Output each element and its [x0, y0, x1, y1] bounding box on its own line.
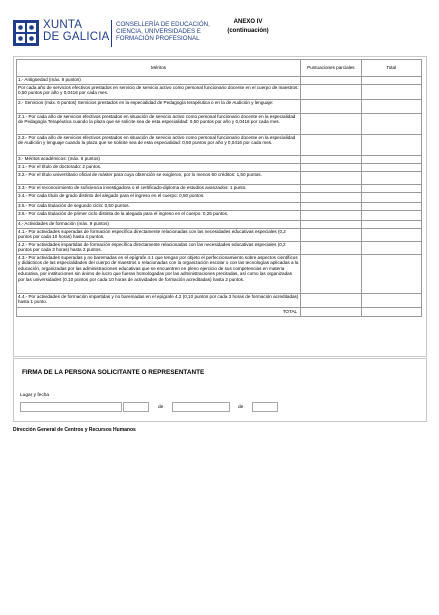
annex-title: ANEXO IV: [233, 19, 263, 25]
merit-text: 4.3.- Por actividades superadas y no baremadas en el epígrafe 4.1 que tengan por objeto el perfeccionamiento sobre aspectos científicos y didácticos de las especialidades del cuerpo de maestros o relacionadas con la organización escolar o con las tecnologías aplicadas a la educación, organizadas por las administraciones educativas que se encuentren en pleno ejercicio de sus competencias en materia educativa, por instituciones sin ánimo de lucro que fueran homologadas por las administraciones precitadas, así como las organizadas por las universidades (0,10 puntos por cada 10 horas de actividades de formación acreditadas) hasta 2 puntos.: [17, 255, 301, 294]
table-header-row: [17, 60, 422, 77]
merits-box: [13, 56, 427, 357]
merit-text: 3.6.- Por cada titulación de primer ciclo distinta de la alegada para el ingreso en el cuerpo: 0,25 puntos.: [17, 211, 301, 221]
grand-total-cell[interactable]: [361, 308, 421, 317]
document-header: [13, 18, 428, 52]
total-score-cell[interactable]: [361, 100, 421, 114]
signature-title: FIRMA DE LA PERSONA SOLICITANTE O REPRESENTANTE: [22, 369, 205, 376]
partial-score-cell[interactable]: [301, 185, 361, 193]
total-score-cell[interactable]: [361, 172, 421, 185]
partial-score-cell[interactable]: [301, 85, 361, 100]
section-heading: 2.- Servicios (máx. 6 puntos) Servicios prestados en la especialidad de Pedagogía terapéutica o en la de Audición y lenguaje:: [17, 100, 301, 114]
table-row: [17, 242, 422, 255]
place-field[interactable]: [20, 402, 122, 412]
partial-score-cell[interactable]: [301, 294, 361, 308]
merit-text: 3.5.- Por cada titulación de segundo ciclo: 0,50 puntos.: [17, 203, 301, 211]
total-score-cell[interactable]: [361, 242, 421, 255]
partial-score-cell[interactable]: [301, 164, 361, 172]
merit-text: 3.2.- Por el título universitario oficial de máster para cuya obtención se exigieron, por lo menos 60 créditos: 1,50 puntos.: [17, 172, 301, 185]
header-partial-scores: Puntuaciones parciales: [301, 60, 361, 77]
total-score-cell[interactable]: [361, 193, 421, 203]
merit-text: 3.1.- Por el título de doctorado: 2 puntos.: [17, 164, 301, 172]
table-row: [17, 135, 422, 156]
table-row: [17, 203, 422, 211]
org-name-line1: XUNTA: [43, 19, 83, 31]
header-merits: Méritos: [17, 60, 301, 77]
department-line1: CONSELLERÍA DE EDUCACIÓN,: [116, 21, 210, 28]
table-row: [17, 294, 422, 308]
merit-text: 2.2.- Por cada año de servicios efectivos prestados en situación de servicio activo como personal funcionario docente en la especialidad de Audición y lenguaje cuando la plaza que se solicite sea de esta especialidad: 0,50 puntos por año y 0,0416 por cada mes.: [17, 135, 301, 156]
total-score-cell[interactable]: [361, 294, 421, 308]
partial-score-cell[interactable]: [301, 135, 361, 156]
org-name-line2: DE GALICIA: [43, 31, 110, 43]
section-row: [17, 156, 422, 164]
day-field[interactable]: [123, 402, 149, 412]
table-row: [17, 172, 422, 185]
header-total: Total: [361, 60, 421, 77]
department-line3: FORMACIÓN PROFESIONAL: [116, 35, 200, 43]
total-score-cell[interactable]: [361, 185, 421, 193]
section-heading: 3.- Méritos académicos: (máx. 6 puntos): [17, 156, 301, 164]
partial-score-cell[interactable]: [301, 193, 361, 203]
section-row: [17, 221, 422, 229]
xunta-logo-icon: [13, 20, 39, 46]
total-score-cell[interactable]: [361, 203, 421, 211]
total-score-cell[interactable]: [361, 255, 421, 294]
department-name: [116, 21, 210, 43]
merit-text: 2.1.- Por cada año de servicios efectivos prestados en situación de servicio activo como personal funcionario docente en la especialidad de Pedagogía Terapéutica cuando la plaza que se solicite sea de esta especialidad: 0,50 puntos por año y 0,0416 por cada mes.: [17, 114, 301, 135]
merits-table: [16, 59, 422, 317]
partial-score-cell[interactable]: [301, 203, 361, 211]
table-row: [17, 114, 422, 135]
total-score-cell[interactable]: [361, 156, 421, 164]
section-row: [17, 100, 422, 114]
total-score-cell[interactable]: [361, 85, 421, 100]
partial-score-cell: [301, 221, 361, 229]
merit-text: 4.4.- Por actividades de formación impartidas y no baremadas en el epígrafe 4.2 (0,10 puntos por cada 3 horas de formación acreditadas) hasta 1 punto.: [17, 294, 301, 308]
partial-score-cell[interactable]: [301, 172, 361, 185]
merit-text: 4.1.- Por actividades superadas de formación específica directamente relacionadas con las necesidades educativas especiales (0,2 puntos por cada 10 horas) hasta 4 puntos.: [17, 229, 301, 242]
total-label: TOTAL: [17, 308, 301, 317]
partial-score-cell[interactable]: [301, 211, 361, 221]
total-score-cell[interactable]: [361, 221, 421, 229]
annex-heading: [218, 18, 278, 36]
total-row: [17, 308, 422, 317]
month-field[interactable]: [172, 402, 230, 412]
total-partial-cell: [301, 308, 361, 317]
total-score-cell[interactable]: [361, 164, 421, 172]
table-row: [17, 164, 422, 172]
de-label-2: de: [238, 405, 244, 410]
de-label-1: de: [158, 405, 164, 410]
org-name: [43, 19, 110, 43]
total-score-cell[interactable]: [361, 135, 421, 156]
partial-score-cell[interactable]: [301, 255, 361, 294]
footer-text: Dirección General de Centros y Recursos Humanos: [13, 427, 136, 433]
merit-text: 4.2.- Por actividades impartidas de formación específica directamente relacionadas con las necesidades educativas especiales (0,2 puntos por cada 3 horas) hasta 2 puntos.: [17, 242, 301, 255]
section-heading: 4.- Actividades de formación (máx. 9 puntos): [17, 221, 301, 229]
year-field[interactable]: [252, 402, 278, 412]
place-date-label: Lugar y fecha: [20, 393, 50, 398]
table-row: [17, 211, 422, 221]
merit-text: Por cada año de servicios efectivos prestados en servicio de servicio activo como personal funcionario docente en el cuerpo de maestros: 0,50 puntos por año y 0,0416 por cada mes.: [17, 85, 301, 100]
department-line2: CIENCIA, UNIVERSIDADES E: [116, 28, 201, 36]
partial-score-cell[interactable]: [301, 242, 361, 255]
total-score-cell[interactable]: [361, 211, 421, 221]
table-row: [17, 193, 422, 203]
signature-box: [13, 358, 427, 422]
merit-text: 3.3.- Por el reconocimiento de suficiencia investigadora o el certificado-diploma de estudios avanzados: 1 punto.: [17, 185, 301, 193]
partial-score-cell: [301, 156, 361, 164]
partial-score-cell[interactable]: [301, 229, 361, 242]
annex-subtitle: (continuación): [227, 28, 269, 34]
header-divider: [111, 20, 112, 47]
table-row: [17, 185, 422, 193]
table-row: [17, 229, 422, 242]
total-score-cell[interactable]: [361, 77, 421, 85]
section-heading: 1.- Antigüedad (máx. 8 puntos): [17, 77, 301, 85]
partial-score-cell: [301, 77, 361, 85]
merit-text: 3.4.- Por cada título de grado distinto del alegado para el ingreso en el cuerpo: 0,50 puntos.: [17, 193, 301, 203]
section-row: [17, 77, 422, 85]
partial-score-cell[interactable]: [301, 114, 361, 135]
total-score-cell[interactable]: [361, 229, 421, 242]
partial-score-cell: [301, 100, 361, 114]
table-row: [17, 255, 422, 294]
total-score-cell[interactable]: [361, 114, 421, 135]
table-row: [17, 85, 422, 100]
